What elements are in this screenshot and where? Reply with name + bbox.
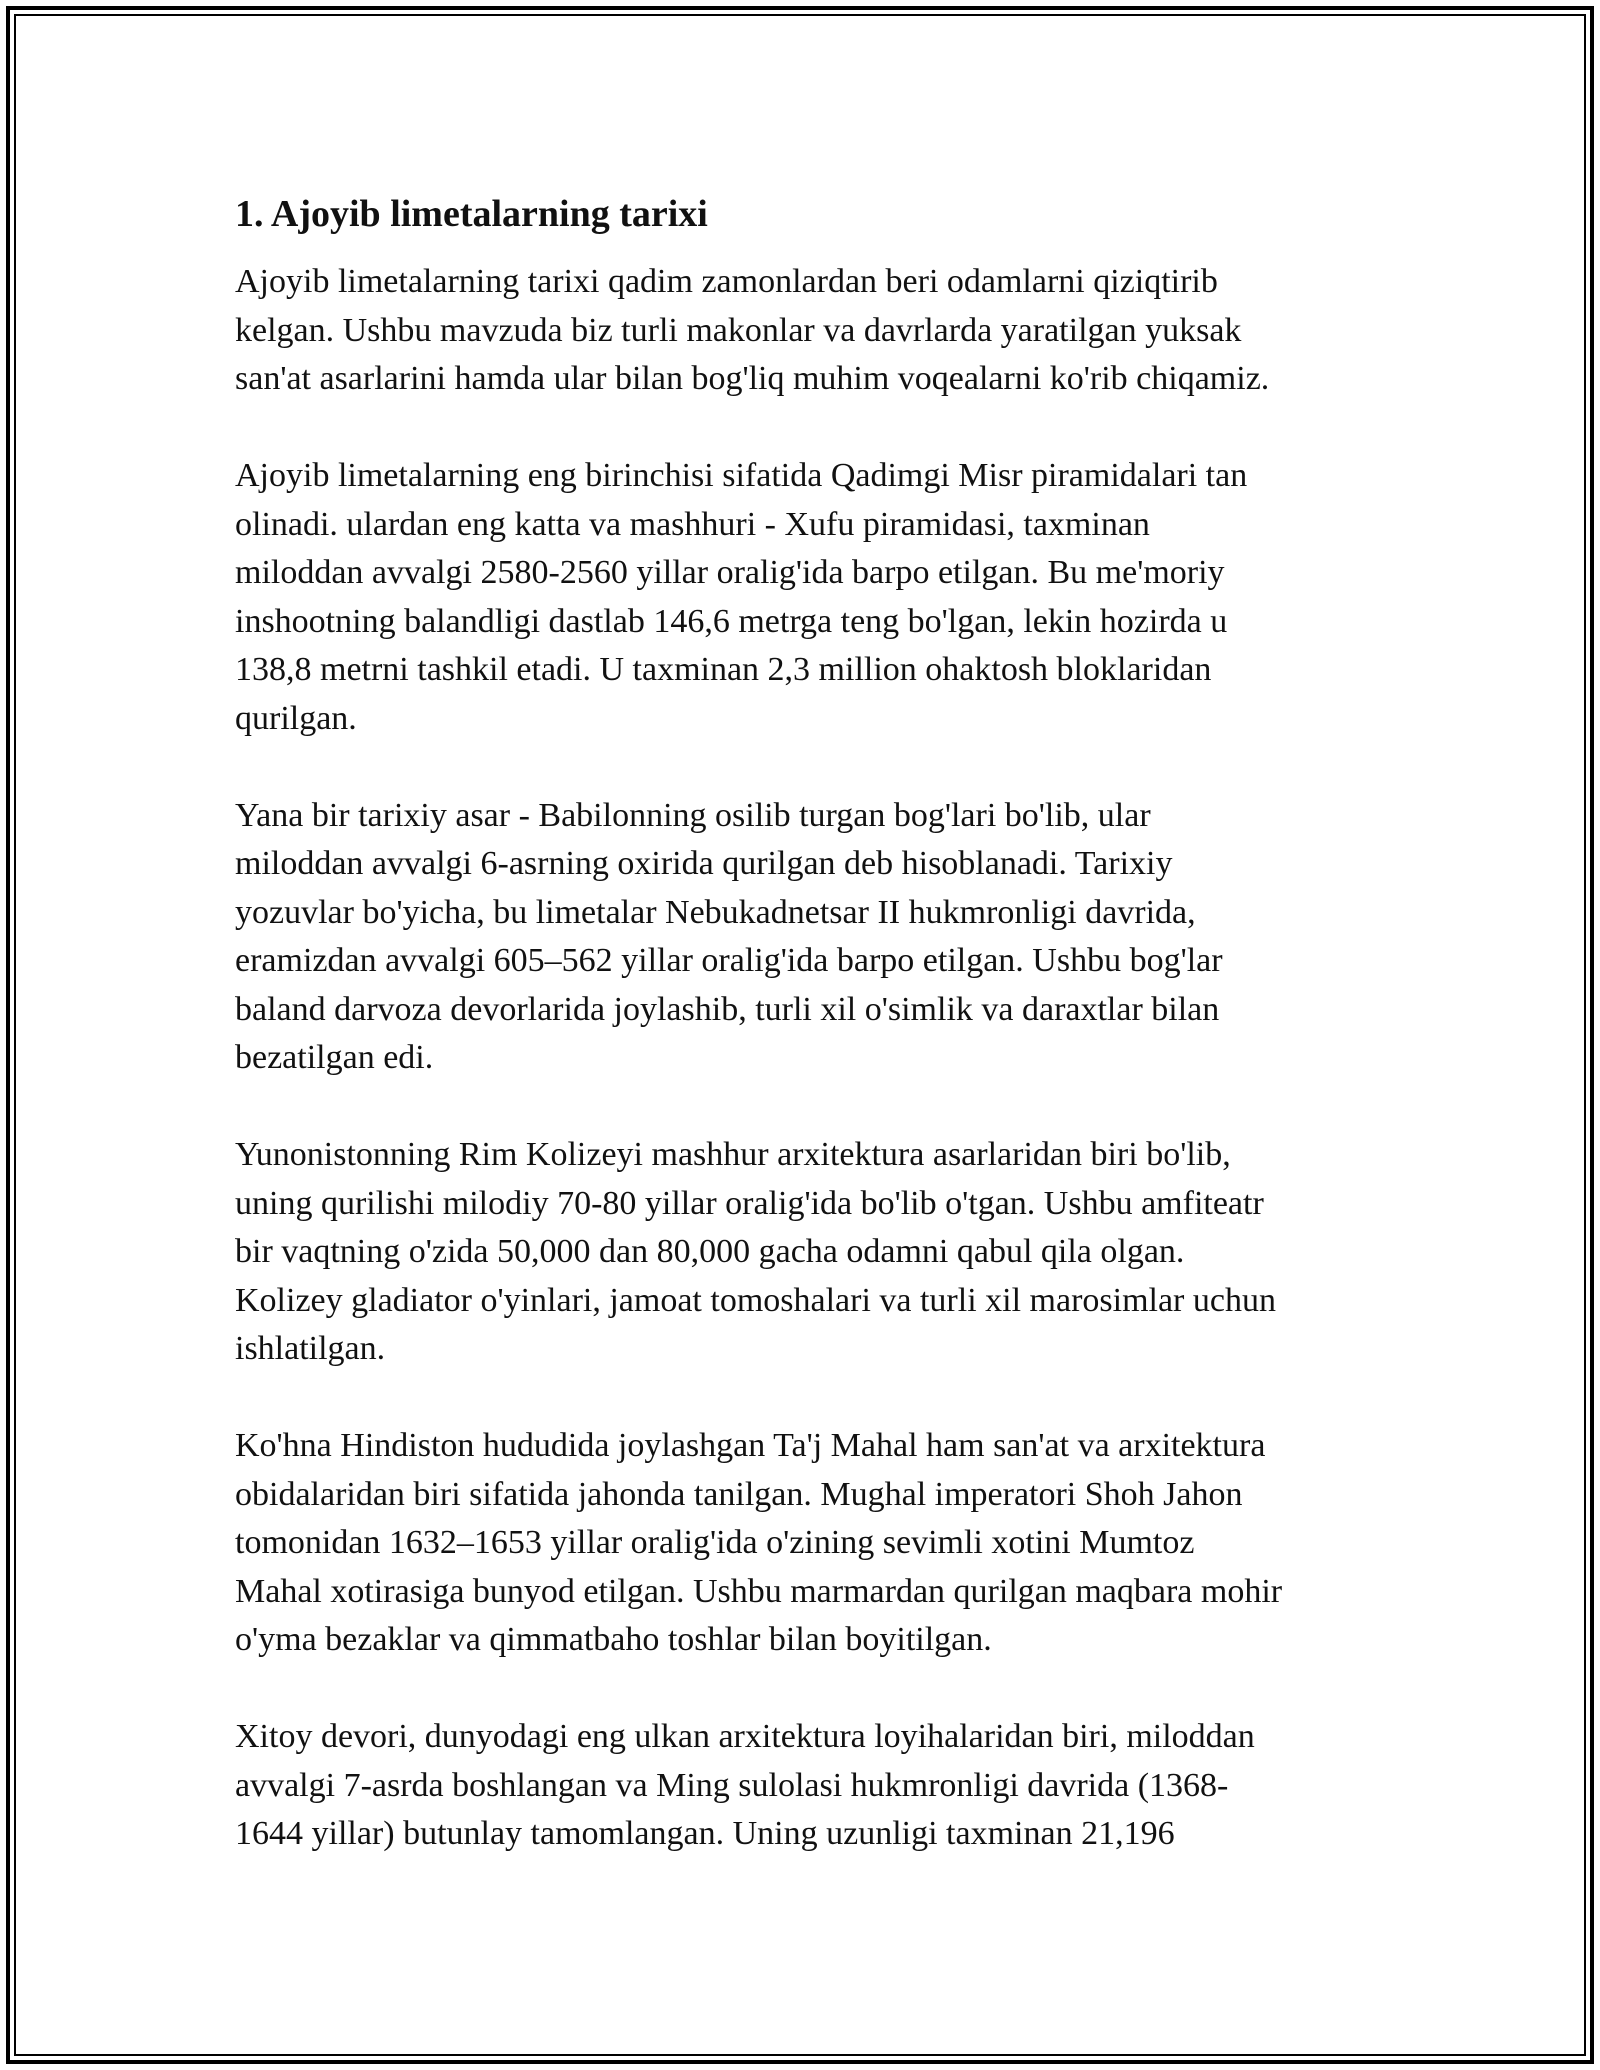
text-line: Ajoyib limetalarning tarixi qadim zamonlardan beri odamlarni qiziqtirib xyxy=(235,263,1218,300)
text-line: olinadi. ulardan eng katta va mashhuri - Xufu piramidasi, taxminan xyxy=(235,505,1150,543)
text-line: tomonidan 1632–1653 yillar oralig'ida o'zining sevimli xotini Mumtoz xyxy=(235,1524,1195,1561)
text-line: uning qurilishi milodiy 70-80 yillar oralig'ida bo'lib o'tgan. Ushbu amfiteatr xyxy=(235,1184,1264,1222)
text-line: Yana bir tarixiy asar - Babilonning osilib turgan bog'lari bo'lib, ular xyxy=(235,796,1151,834)
text-line: o'yma bezaklar va qimmatbaho toshlar bilan boyitilgan. xyxy=(235,1621,992,1658)
paragraph-babylon xyxy=(235,792,1375,1083)
paragraph-intro xyxy=(235,258,1375,404)
text-line: baland darvoza devorlarida joylashib, turli xil o'simlik va daraxtlar bilan xyxy=(235,990,1220,1028)
text-line: qurilgan. xyxy=(235,699,357,737)
section-heading: 1. Ajoyib limetalarning tarixi xyxy=(235,193,708,235)
text-line: Ko'hna Hindiston hududida joylashgan Ta'j Mahal ham san'at va arxitektura xyxy=(235,1427,1266,1464)
text-line: miloddan avvalgi 6-asrning oxirida qurilgan deb hisoblanadi. Tarixiy xyxy=(235,845,1173,882)
text-line: bir vaqtning o'zida 50,000 dan 80,000 gacha odamni qabul qila olgan. xyxy=(235,1233,1185,1270)
text-line: 1644 yillar) butunlay tamomlangan. Uning uzunligi taxminan 21,196 xyxy=(235,1815,1175,1852)
text-line: san'at asarlarini hamda ular bilan bog'liq muhim voqealarni ko'rib chiqamiz. xyxy=(235,360,1270,397)
paragraph-pyramids xyxy=(235,452,1375,743)
text-line: Kolizey gladiator o'yinlari, jamoat tomoshalari va turli xil marosimlar uchun xyxy=(235,1281,1276,1319)
text-line: kelgan. Ushbu mavzuda biz turli makonlar va davrlarda yaratilgan yuksak xyxy=(235,311,1242,349)
text-line: Xitoy devori, dunyodagi eng ulkan arxitektura loyihalaridan biri, miloddan xyxy=(235,1718,1255,1755)
text-line: ishlatilgan. xyxy=(235,1330,386,1367)
paragraph-colosseum xyxy=(235,1131,1375,1374)
text-line: 138,8 metrni tashkil etadi. U taxminan 2,3 million ohaktosh bloklaridan xyxy=(235,651,1212,688)
text-line: avvalgi 7-asrda boshlangan va Ming sulolasi hukmronligi davrida (1368- xyxy=(235,1766,1229,1804)
text-line: bezatilgan edi. xyxy=(235,1039,434,1076)
paragraph-great-wall xyxy=(235,1713,1375,1859)
paragraph-taj-mahal xyxy=(235,1422,1375,1665)
text-line: eramizdan avvalgi 605–562 yillar oralig'ida barpo etilgan. Ushbu bog'lar xyxy=(235,942,1223,979)
text-line: obidalaridan biri sifatida jahonda tanilgan. Mughal imperatori Shoh Jahon xyxy=(235,1475,1243,1513)
text-line: Yunonistonning Rim Kolizeyi mashhur arxitektura asarlaridan biri bo'lib, xyxy=(235,1136,1231,1173)
text-line: yozuvlar bo'yicha, bu limetalar Nebukadnetsar II hukmronligi davrida, xyxy=(235,893,1196,931)
text-line: Ajoyib limetalarning eng birinchisi sifatida Qadimgi Misr piramidalari tan xyxy=(235,457,1248,494)
text-line: Mahal xotirasiga bunyod etilgan. Ushbu marmardan qurilgan maqbara mohir xyxy=(235,1572,1283,1610)
text-line: inshootning balandligi dastlab 146,6 metrga teng bo'lgan, lekin hozirda u xyxy=(235,602,1228,640)
document-body xyxy=(235,188,1375,1907)
text-line: miloddan avvalgi 2580-2560 yillar oralig'ida barpo etilgan. Bu me'moriy xyxy=(235,554,1225,591)
